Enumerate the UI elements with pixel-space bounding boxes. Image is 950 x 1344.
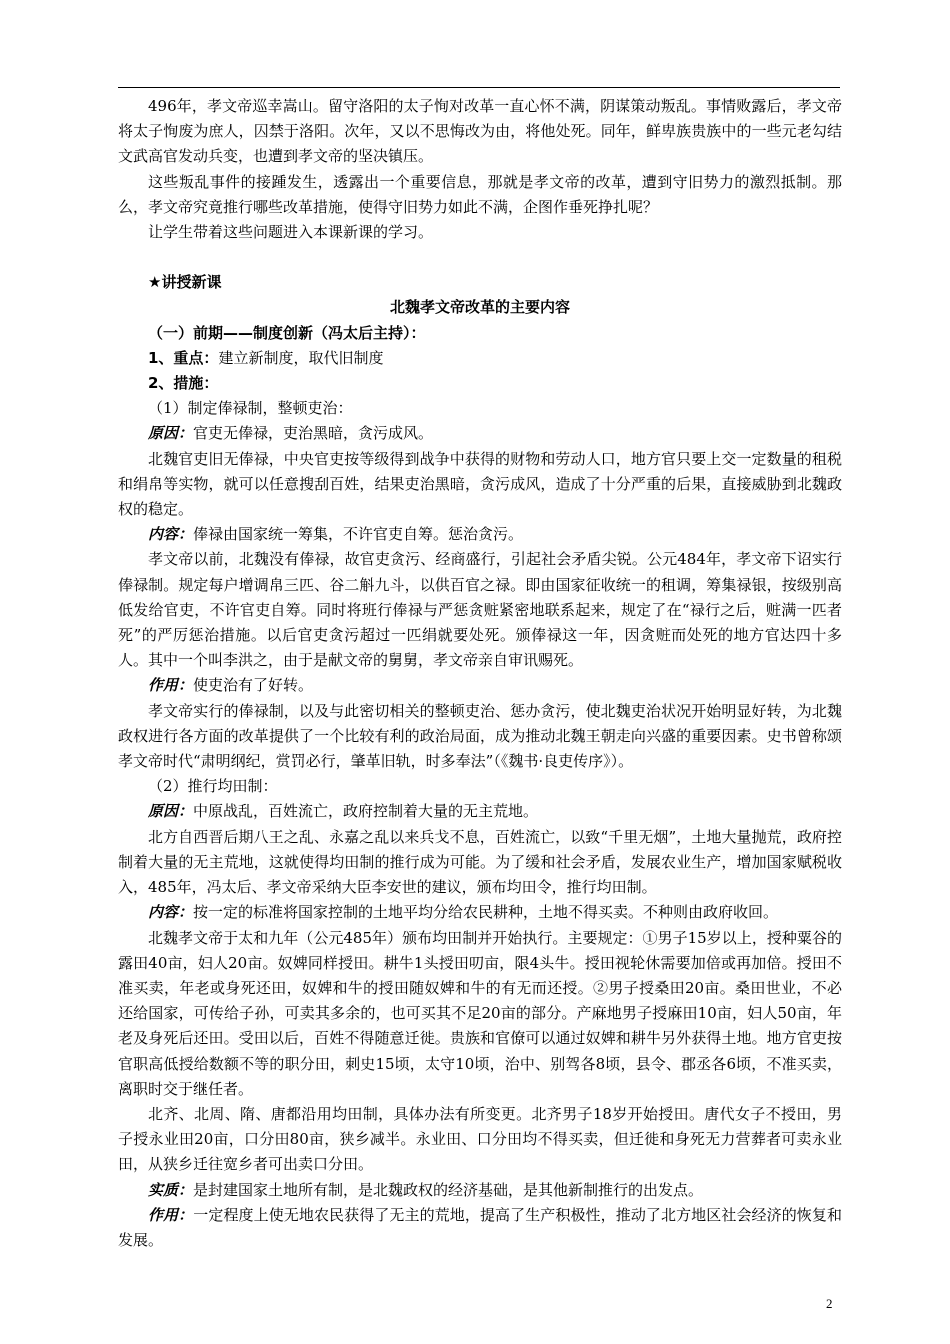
measures-label: 2、措施： — [148, 374, 219, 393]
key-text: 建立新制度，取代旧制度 — [218, 348, 384, 367]
m2-content-label: 内容： — [148, 903, 194, 922]
m1-content-text: 俸禄由国家统一筹集，不许官吏自筹。惩治贪污。 — [193, 525, 524, 544]
m1-effect-text: 使吏治有了好转。 — [193, 676, 314, 695]
intro-paragraph-1: 496年，孝文帝巡幸嵩山。留守洛阳的太子恂对改革一直心怀不满，阴谋策动叛乱。事情败露后，孝文帝将太子恂废为庶人，囚禁于洛阳。次年，又以不思悔改为由，将他处死。同年，鲜卑族贵族中的一些元老勾结文武高官发动兵变，也遭到孝文帝的坚决镇压。 — [118, 97, 842, 166]
m1-content-detail: 孝文帝以前，北魏没有俸禄，故官吏贪污、经商盛行，引起社会矛盾尖锐。公元484年，孝文帝下诏实行俸禄制。规定每户增调帛三匹、谷二斛九斗，以供百官之禄。即由国家征收统一的租调，筹集禄银，按级别高低发给官吏，不许官吏自筹。同时将班行俸禄与严惩贪赃紧密地联系起来，规定了在“禄行之后，赃满一匹者死”的严厉惩治措施。以后官吏贪污超过一匹绢就要处死。颁俸禄这一年，因贪赃而处死的地方官达四十多人。其中一个叫李洪之，由于是献文帝的舅舅，孝文帝亲自审讯赐死。 — [118, 550, 842, 670]
part1-heading: （一）前期——制度创新（冯太后主持）： — [148, 323, 426, 342]
m2-content-detail: 北魏孝文帝于太和九年（公元485年）颁布均田制并开始执行。主要规定：①男子15岁以上，授种粟谷的露田40亩，妇人20亩。奴婢同样授田。耕牛1头授田叨亩，限4头牛。授田视轮休需要加倍或再加倍。授田不准买卖，年老或身死还田，奴婢和牛的授田随奴婢和牛的有无而还授。②男子授桑田20亩。桑田世业，不必还给国家，可传给子孙，可卖其多余的，也可买其不足20亩的部分。产麻地男子授麻田10亩，妇人50亩，年老及身死后还田。受田以后，百姓不得随意迁徙。贵族和官僚可以通过奴婢和耕牛另外获得土地。地方官吏按官职高低授给数额不等的职分田，刺史15顷，太守10顷，治中、别驾各8顷，县令、郡丞各6顷，不准买卖，离职时交于继任者。 — [118, 928, 842, 1098]
m2-effect-label: 作用： — [148, 1205, 194, 1224]
m1-reason — [118, 421, 842, 446]
m2-later-detail: 北齐、北周、隋、唐都沿用均田制，具体办法有所变更。北齐男子18岁开始授田。唐代女子不授田，男子授永业田20亩，口分田80亩，狭乡减半。永业田、口分田均不得买卖，但迁徙和身死无力营葬者可卖永业田，从狭乡迁往宽乡者可出卖口分田。 — [118, 1104, 842, 1174]
section-heading: ★讲授新课 — [148, 273, 222, 292]
m1-content — [118, 522, 842, 547]
m1-title: （1）制定俸禄制，整顿吏治： — [148, 399, 353, 418]
m1-effect-detail: 孝文帝实行的俸禄制，以及与此密切相关的整顿吏治、惩办贪污，使北魏吏治状况开始明显好转，为北魏政权进行各方面的改革提供了一个比较有利的政治局面，成为推动北魏王朝走向兴盛的重要因素。史书曾称颂孝文帝时代“肃明纲纪，赏罚必行，肇革旧轨，时多奉法”（《魏书·良吏传序》）。 — [118, 701, 842, 771]
intro-paragraph-3: 让学生带着这些问题进入本课新课的学习。 — [148, 223, 434, 242]
key-point — [118, 346, 842, 371]
m1-reason-text: 官吏无俸禄，吏治黑暗，贪污成风。 — [193, 424, 434, 443]
m2-essence-text: 是封建国家土地所有制，是北魏政权的经济基础，是其他新制推行的出发点。 — [193, 1180, 704, 1199]
m2-essence-label: 实质： — [148, 1180, 194, 1199]
m1-effect — [118, 673, 842, 698]
page-number: 2 — [826, 1296, 833, 1311]
m2-reason-detail: 北方自西晋后期八王之乱、永嘉之乱以来兵戈不息，百姓流亡，以致“千里无烟”，土地大量抛荒，政府控制着大量的无主荒地，这就使得均田制的推行成为可能。为了缓和社会矛盾，发展农业生产，增加国家赋税收入，485年，冯太后、孝文帝采纳大臣李安世的建议，颁布均田令，推行均田制。 — [118, 827, 842, 897]
m1-reason-detail: 北魏官吏旧无俸禄，中央官吏按等级得到战争中获得的财物和劳动人口，地方官只要上交一定数量的租税和绢帛等实物，就可以任意搜刮百姓，结果吏治黑暗，贪污成风，造成了十分严重的后果，直接威胁到北魏政权的稳定。 — [118, 449, 842, 519]
main-title: 北魏孝文帝改革的主要内容 — [389, 298, 570, 317]
key-label: 1、重点： — [148, 348, 219, 367]
m2-effect — [118, 1203, 842, 1253]
m2-essence — [118, 1178, 842, 1203]
m1-content-label: 内容： — [148, 525, 194, 544]
m2-effect-text: 一定程度上使无地农民获得了无主的荒地，提高了生产积极性，推动了北方地区社会经济的恢复和发展。 — [118, 1205, 842, 1249]
document-body — [118, 94, 842, 1253]
m2-content — [118, 900, 842, 925]
m1-effect-label: 作用： — [148, 676, 194, 695]
m2-reason-text: 中原战乱，百姓流亡，政府控制着大量的无主荒地。 — [193, 802, 539, 821]
intro-paragraph-2: 这些叛乱事件的接踵发生，透露出一个重要信息，那就是孝文帝的改革，遭到守旧势力的激烈抵制。那么，孝文帝究竟推行哪些改革措施，使得守旧势力如此不满，企图作垂死挣扎呢？ — [118, 172, 842, 216]
m2-reason — [118, 799, 842, 824]
m2-content-text: 按一定的标准将国家控制的土地平均分给农民耕种，土地不得买卖。不种则由政府收回。 — [193, 903, 779, 922]
header-rule — [118, 87, 840, 88]
m1-reason-label: 原因： — [148, 424, 194, 443]
m2-reason-label: 原因： — [148, 802, 194, 821]
m2-title: （2）推行均田制： — [148, 777, 278, 796]
